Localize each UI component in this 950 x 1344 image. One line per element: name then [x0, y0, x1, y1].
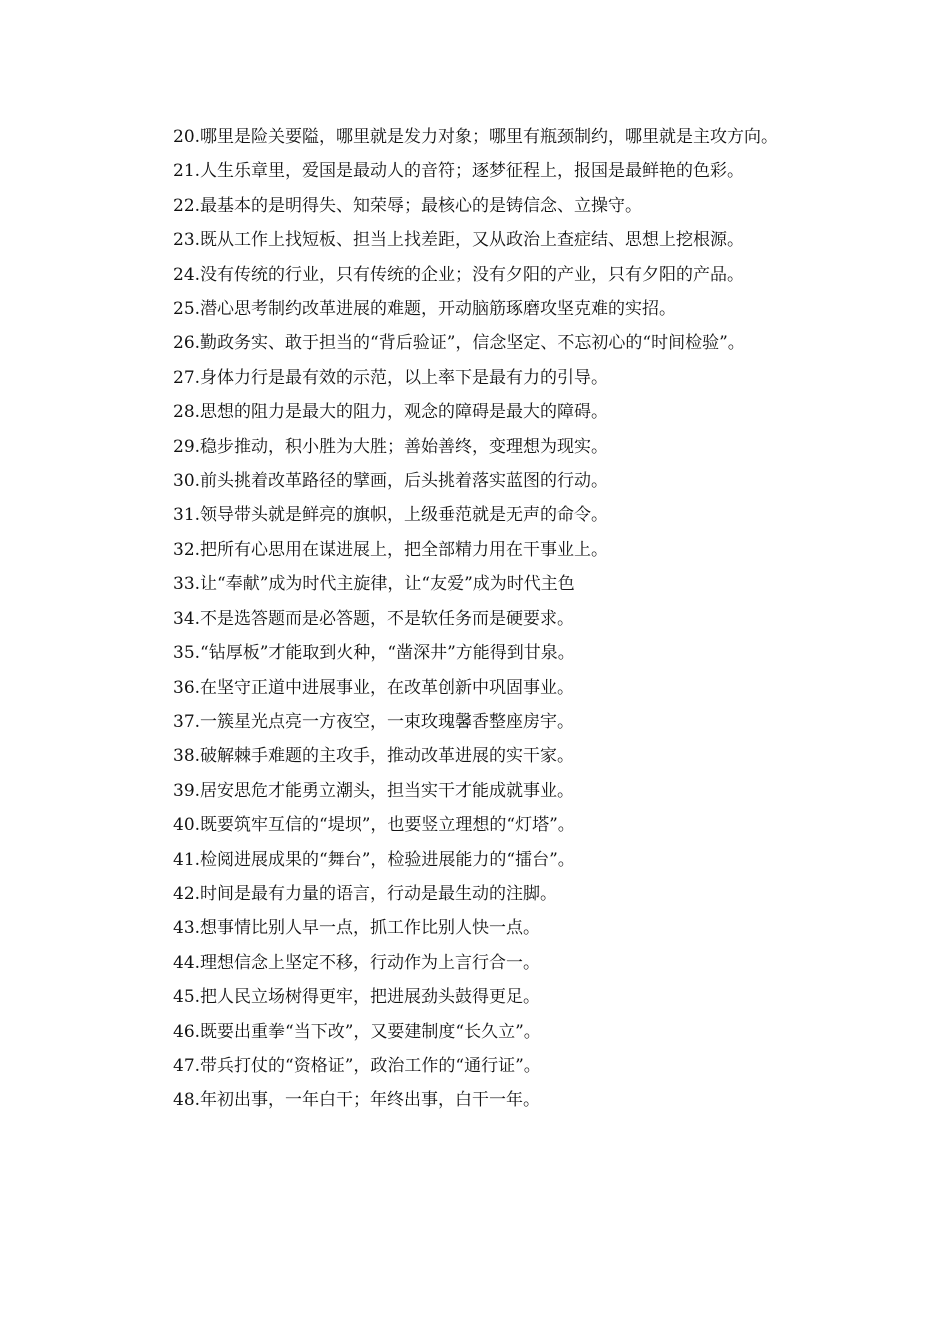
- quote-item-37: 37.一簇星光点亮一方夜空，一束玫瑰馨香整座房宇。: [173, 711, 575, 732]
- quote-item-22: 22.最基本的是明得失、知荣辱；最核心的是铸信念、立操守。: [173, 195, 643, 216]
- quote-item-33: 33.让“奉献”成为时代主旋律，让“友爱”成为时代主色: [173, 574, 575, 595]
- quote-item-40: 40.既要筑牢互信的“堤坝”，也要竖立理想的“灯塔”。: [173, 815, 575, 836]
- quote-item-45: 45.把人民立场树得更牢，把进展劲头鼓得更足。: [173, 987, 541, 1008]
- quote-item-46: 46.既要出重拳“当下改”，又要建制度“长久立”。: [173, 1021, 541, 1042]
- quote-item-24: 24.没有传统的行业，只有传统的企业；没有夕阳的产业，只有夕阳的产品。: [173, 264, 745, 285]
- quote-item-26: 26.勤政务实、敢于担当的“背后验证”，信念坚定、不忘初心的“时间检验”。: [173, 333, 745, 354]
- quote-item-47: 47.带兵打仗的“资格证”，政治工作的“通行证”。: [173, 1055, 541, 1076]
- quote-item-35: 35.“钻厚板”才能取到火种，“凿深井”方能得到甘泉。: [173, 643, 575, 664]
- quote-item-28: 28.思想的阻力是最大的阻力，观念的障碍是最大的障碍。: [173, 402, 609, 423]
- quote-item-30: 30.前头挑着改革路径的擘画，后头挑着落实蓝图的行动。: [173, 471, 609, 492]
- quote-item-41: 41.检阅进展成果的“舞台”，检验进展能力的“擂台”。: [173, 849, 575, 870]
- quote-item-23: 23.既从工作上找短板、担当上找差距，又从政治上查症结、思想上挖根源。: [173, 230, 745, 251]
- quote-item-48: 48.年初出事，一年白干；年终出事，白干一年。: [173, 1090, 541, 1111]
- quote-item-20: 20.哪里是险关要隘，哪里就是发力对象；哪里有瓶颈制约，哪里就是主攻方向。: [173, 127, 779, 147]
- quote-item-27: 27.身体力行是最有效的示范，以上率下是最有力的引导。: [173, 367, 609, 388]
- quote-item-34: 34.不是选答题而是必答题，不是软任务而是硬要求。: [173, 608, 575, 629]
- quote-item-36: 36.在坚守正道中进展事业，在改革创新中巩固事业。: [173, 677, 575, 698]
- quote-item-21: 21.人生乐章里，爱国是最动人的音符；逐梦征程上，报国是最鲜艳的色彩。: [173, 161, 745, 182]
- quote-item-32: 32.把所有心思用在谋进展上，把全部精力用在干事业上。: [173, 539, 609, 560]
- quote-item-42: 42.时间是最有力量的语言，行动是最生动的注脚。: [173, 883, 558, 904]
- quote-item-44: 44.理想信念上坚定不移，行动作为上言行合一。: [173, 952, 541, 973]
- quote-item-38: 38.破解棘手难题的主攻手，推动改革进展的实干家。: [173, 746, 575, 767]
- quote-list: [143, 120, 813, 1118]
- quote-item-39: 39.居安思危才能勇立潮头，担当实干才能成就事业。: [173, 780, 575, 801]
- quote-item-43: 43.想事情比别人早一点，抓工作比别人快一点。: [173, 918, 541, 939]
- quote-item-29: 29.稳步推动，积小胜为大胜；善始善终，变理想为现实。: [173, 436, 609, 457]
- quote-item-31: 31.领导带头就是鲜亮的旗帜，上级垂范就是无声的命令。: [173, 505, 609, 526]
- quote-item-25: 25.潜心思考制约改革进展的难题，开动脑筋琢磨攻坚克难的实招。: [173, 299, 677, 320]
